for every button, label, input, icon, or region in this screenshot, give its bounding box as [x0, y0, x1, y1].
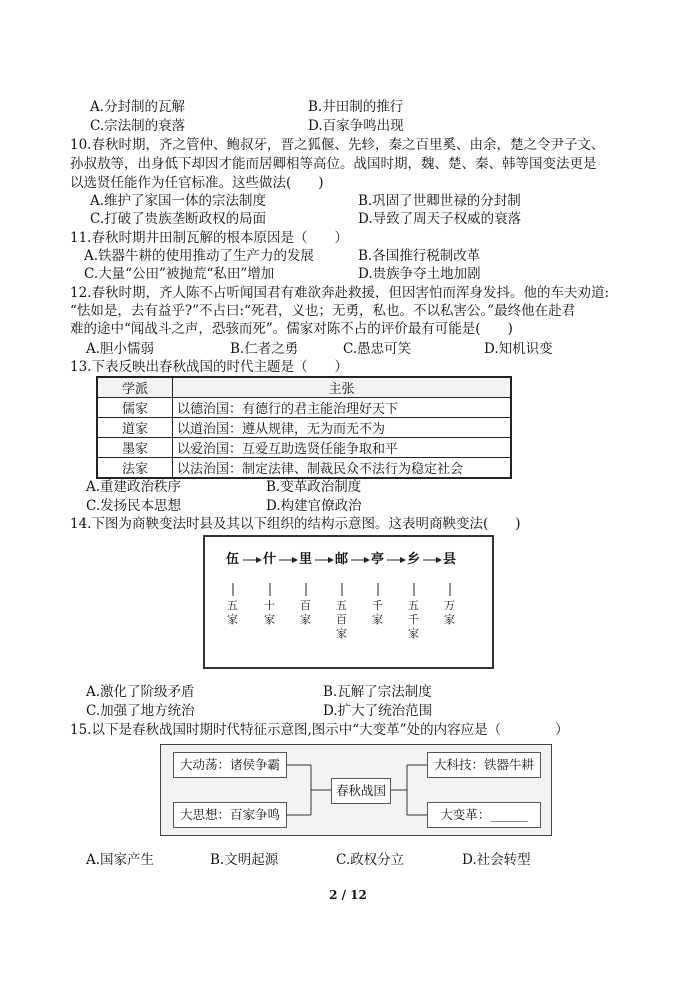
- q10-option-b: B.巩固了世卿世禄的分封制: [358, 193, 521, 209]
- unit-ting: 亭: [371, 552, 385, 567]
- q11-option-a: A.铁器牛耕的使用推动了生产力的发展: [84, 248, 315, 264]
- q14-diagram: [203, 535, 494, 669]
- box-spring-autumn: 春秋战国: [331, 778, 391, 804]
- q14-option-c: C.加强了地方统治: [86, 703, 195, 719]
- q14-option-d: D.扩大了统治范围: [323, 703, 433, 719]
- q15-option-c: C.政权分立: [336, 852, 405, 868]
- table-cell-school: 道家: [97, 418, 173, 438]
- unit-xiang: 乡: [407, 552, 421, 567]
- q10-stem-line1: 10.春秋时期，齐之管仲、鲍叔牙，晋之狐偃、先轸，秦之百里奚、由余，楚之令尹子文、: [70, 137, 605, 153]
- box-technology: 大科技：铁器牛耕: [427, 752, 541, 778]
- table-cell-school: 法家: [97, 458, 173, 479]
- table-cell-view: 以爱治国：互爱互助选贤任能争取和平: [173, 438, 512, 458]
- q9-option-d: D.百家争鸣出现: [308, 118, 404, 134]
- box-reform: 大变革：______: [427, 802, 541, 828]
- q14-option-a: A.激化了阶级矛盾: [86, 684, 195, 700]
- households-li: 百家: [300, 599, 311, 626]
- page-number: 2 / 12: [329, 888, 367, 902]
- q13-option-b: B.变革政治制度: [266, 479, 362, 495]
- q14-option-b: B.瓦解了宗法制度: [323, 684, 432, 700]
- box-turmoil: 大动荡：诸侯争霸: [173, 752, 287, 778]
- households-ting: 千家: [372, 599, 383, 626]
- unit-xian: 县: [443, 552, 457, 567]
- q11-option-b: B.各国推行税制改革: [358, 248, 481, 264]
- q10-stem-line2: 孙叔敖等，出身低下却因才能而居卿相等高位。战国时期，魏、楚、秦、韩等国变法更是: [70, 156, 597, 172]
- table-cell-view: 以法治国：制定法律、制裁民众不法行为稳定社会: [173, 458, 512, 479]
- q13-option-c: C.发扬民本思想: [86, 498, 182, 514]
- table-header-row: [97, 377, 511, 398]
- box-thought: 大思想：百家争鸣: [173, 802, 287, 828]
- q15-option-a: A.国家产生: [86, 852, 155, 868]
- q10-option-a: A.维护了家国一体的宗法制度: [90, 193, 267, 209]
- q10-option-c: C.打破了贵族垄断政权的局面: [90, 211, 267, 227]
- q11-option-c: C.大量“公田”被抛荒“私田”增加: [84, 266, 275, 282]
- table-row: [97, 458, 511, 479]
- table-header-school: 学派: [97, 377, 173, 398]
- q12-stem-line2: “怯如是，去有益乎?”不占曰:“死君，义也；无勇，私也。不以私害公。”最终他在赴君: [70, 303, 576, 319]
- q12-option-a: A.胆小懦弱: [86, 341, 155, 357]
- households-wu: 五家: [227, 599, 238, 626]
- households-xian: 万家: [444, 599, 455, 626]
- households-xiang: 五千家: [408, 599, 419, 640]
- q13-option-d: D.构建官僚政治: [266, 498, 362, 514]
- q15-option-b: B.文明起源: [210, 852, 279, 868]
- q13-option-a: A.重建政治秩序: [86, 479, 182, 495]
- q15-diagram: [160, 744, 552, 836]
- households-shi: 十家: [264, 599, 275, 626]
- q13-stem: 13.下表反映出春秋战国的时代主题是（ ）: [70, 359, 348, 375]
- table-cell-view: 以德治国：有德行的君主能治理好天下: [173, 398, 512, 418]
- q14-stem: 14.下图为商鞅变法时县及其以下组织的结构示意图。这表明商鞅变法( ): [70, 516, 521, 532]
- households-you: 五百家: [336, 599, 347, 640]
- q11-stem: 11.春秋时期井田制瓦解的根本原因是（ ）: [70, 230, 348, 246]
- schools-table: [96, 376, 512, 479]
- table-cell-view: 以道治国：遵从规律，无为而无不为: [173, 418, 512, 438]
- q9-option-c: C.宗法制的衰落: [90, 118, 186, 134]
- q15-option-d: D.社会转型: [462, 852, 531, 868]
- q11-option-d: D.贵族争夺土地加剧: [358, 266, 481, 282]
- table-row: [97, 438, 511, 458]
- q12-option-c: C.愚忠可笑: [343, 341, 412, 357]
- q9-option-b: B.井田制的推行: [308, 99, 404, 115]
- q9-option-a: A.分封制的瓦解: [90, 99, 186, 115]
- table-cell-school: 墨家: [97, 438, 173, 458]
- unit-wu: 伍: [226, 552, 240, 567]
- table-row: [97, 418, 511, 438]
- table-header-view: 主张: [173, 377, 512, 398]
- q10-stem-line3: 以选贤任能作为任官标准。这些做法( ): [70, 175, 324, 191]
- q12-option-d: D.知机识变: [484, 341, 553, 357]
- q12-stem-line1: 12.春秋时期，齐人陈不占听闻国君有难欲奔赴救援，但因害怕而浑身发抖。他的车夫劝道:: [70, 285, 610, 301]
- q10-option-d: D.导致了周天子权威的衰落: [358, 211, 522, 227]
- q12-option-b: B.仁者之勇: [230, 341, 299, 357]
- table-cell-school: 儒家: [97, 398, 173, 418]
- unit-you: 邮: [335, 552, 349, 567]
- unit-shi: 什: [263, 552, 277, 567]
- unit-li: 里: [299, 552, 313, 567]
- q15-stem: 15.以下是春秋战国时期时代特征示意图,图示中“大变革”处的内容应是（ ）: [70, 722, 569, 738]
- table-row: [97, 398, 511, 418]
- q12-stem-line3: 难的途中“闻战斗之声，恐骇而死”。儒家对陈不占的评价最有可能是( ): [70, 321, 513, 337]
